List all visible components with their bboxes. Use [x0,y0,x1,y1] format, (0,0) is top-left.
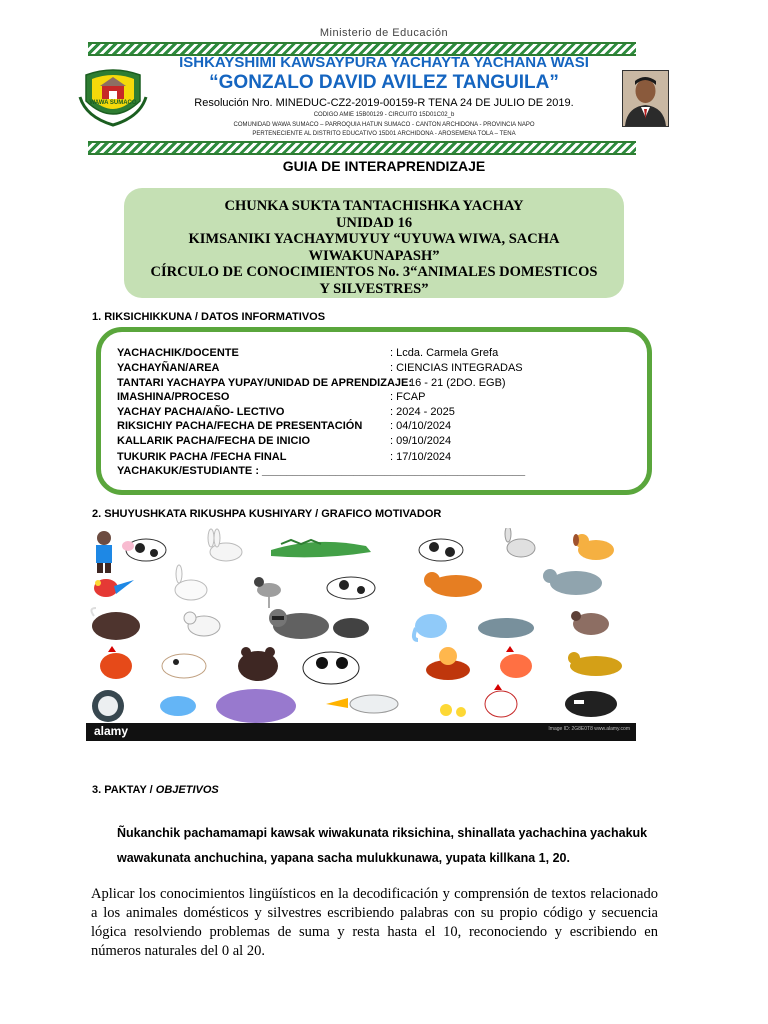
school-name: “GONZALO DAVID AVILEZ TANGUILA” [209,72,559,93]
rabbit-icon [208,529,242,561]
jackal-icon [568,652,622,676]
manatee-icon [478,618,534,638]
yak-icon [91,608,140,640]
hen-icon [100,646,132,679]
goat-2-icon [184,612,220,636]
fox-dog-icon [424,572,482,597]
info-label: RIKSICHIY PACHA/FECHA DE PRESENTACIÓN [117,420,363,432]
chicks-icon [440,704,466,717]
spanish-objective: Aplicar los conocimientos lingüísticos en la decodificación y comprensión de textos relacionado a los animales domésticos y silvestres escribiendo palabras con su propio código y secuencia lógica resolviendo problemas de suma y resta hasta el 10, reconociendo y escribiendo en números naturales del 0 al 20. [91,886,658,959]
elephant-icon [414,614,447,640]
ministry-title: Ministerio de Educación [319,27,449,39]
community-line: COMUNIDAD WAWA SUMACO – PARROQUIA HATUN SUMACO - CANTON ARCHIDONA - PROVINCIA NAPO [233,122,535,128]
info-value: 16 - 21 (2DO. EGB) [409,377,506,389]
unit-line-1: CHUNKA SUKTA TANTACHISHKA YACHAY [224,198,524,214]
amie-code-line: CODIGO AMIE 15B00129 - CIRCUITO 15D01C02_b [313,112,455,118]
raccoon-2-icon [333,618,369,638]
bird-icon [254,577,281,608]
bear-icon [238,647,278,681]
pelican-icon [326,695,398,713]
rabbit-2-icon [505,528,535,557]
stock-image-id: Image ID: 2G8E0T8 www.alamy.com [548,726,630,732]
info-value: : 09/10/2024 [390,435,452,447]
info-label: YACHAYÑAN/AREA [117,362,220,374]
guide-title: GUIA DE INTERAPRENDIZAJE [282,158,486,174]
info-value: : Lcda. Carmela Grefa [390,347,499,359]
student-label: YACHAKUK/ESTUDIANTE : ___________________________________________ [117,465,526,477]
info-label: IMASHINA/PROCESO [117,391,230,403]
info-value: : CIENCIAS INTEGRADAS [390,362,523,374]
info-label: YACHACHIK/DOCENTE [117,347,239,359]
unit-line-2: UNIDAD 16 [335,214,413,231]
school-kichwa-name: ISHKAYSHIMI KAWSAYPURA YACHAYTA YACHANA WASI [179,54,589,71]
quail-icon [571,611,609,635]
resolution-line: Resolución Nro. MINEDUC-CZ2-2019-00159-R TENA 24 DE JULIO DE 2019. [194,97,574,109]
unit-line-6: Y SILVESTRES” [319,280,429,297]
bottom-border-strip [88,141,636,155]
hen-2-icon [485,684,517,717]
unit-line-5: CÍRCULO DE CONOCIMIENTOS No. 3“ANIMALES DOMESTICOS [150,264,598,280]
kichwa-objective-line-1: Ñukanchik pachamamapi kawsak wiwakunata riksichina, shinallata yachachina yachakuk [117,826,648,840]
district-line: PERTENECIENTE AL DISTRITO EDUCATIVO 15D01 ARCHIDONA - AROSEMENA TOLA – TENA [252,131,516,137]
info-label: YACHAY PACHA/AÑO- LECTIVO [117,406,285,418]
hippo-small-icon [160,696,196,716]
info-value: : 2024 - 2025 [390,406,455,418]
motivational-animals-image [86,528,636,741]
info-label: TUKURIK PACHA /FECHA FINAL [117,451,287,463]
section-3-italic: OBJETIVOS [155,784,219,796]
stock-logo: alamy [94,724,129,738]
hippo-icon [216,689,296,723]
crest-label: WAWA SUMACO [89,100,137,106]
rabbit-3-icon [175,565,207,600]
school-crest-logo [78,67,148,129]
panda-icon [303,652,359,684]
cow-2-icon [419,539,463,561]
crocodile-icon [271,540,371,557]
info-label: KALLARIK PACHA/FECHA DE INICIO [117,435,311,447]
unit-line-4: WIWAKUNAPASH” [308,247,440,264]
teacher-photo [622,70,669,127]
parrot-icon [94,579,134,597]
unit-box [124,188,624,298]
info-label: TANTARI YACHAYPA YUPAY/UNIDAD DE APRENDIZAJE: [117,377,413,389]
raccoon-icon [269,609,329,639]
dog-basket-icon [426,647,470,680]
cow-3-icon [327,577,375,599]
info-value: : 17/10/2024 [390,451,452,463]
sheep-icon [92,690,124,722]
info-value: : FCAP [390,391,426,403]
rooster-icon [500,646,532,678]
section-2-title: 2. SHUYUSHKATA RIKUSHPA KUSHIYARY / GRAFICO MOTIVADOR [92,508,442,520]
info-value: : 04/10/2024 [390,420,452,432]
kichwa-objective-line-2: wawakunata anchuchina, yapana sacha mulukkunawa, yupata killkana 1, 20. [117,851,570,865]
section-3-number: 3. PAKTAY / [92,784,156,796]
farmer-icon [96,531,112,573]
dog-icon [573,534,614,560]
puppy-icon [162,654,206,678]
cow-icon [122,539,166,561]
goat-icon [543,569,602,595]
section-3-title [92,784,219,796]
unit-line-3: KIMSANIKI YACHAYMUYUY “UYUWA WIWA, SACHA [188,231,560,247]
section-1-title: 1. RIKSICHIKKUNA / DATOS INFORMATIVOS [92,311,326,323]
tasmanian-devil-icon [565,691,617,717]
